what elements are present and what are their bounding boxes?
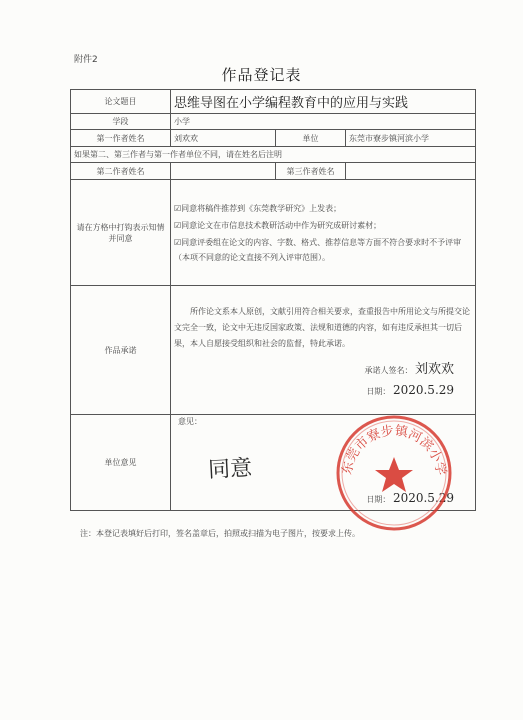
row-note [71, 147, 476, 163]
footnote: 注：本登记表填好后打印，签名盖章后，拍照或扫描为电子图片，按要求上传。 [80, 529, 360, 538]
second-author-label: 第二作者姓名 [71, 163, 171, 180]
signer-signature: 刘欢欢 [415, 361, 455, 377]
signer-label: 承诺人签名： [364, 365, 413, 375]
note-text: 如果第二、第三作者与第一作者单位不同，请在姓名后注明 [71, 147, 476, 163]
signer-line [174, 358, 472, 377]
commitment-text: 所作论文系本人原创，文献引用符合相关要求，查重报告中所用论文与所提交论文完全一致，论文中无违反国家政策、法规和道德的内容，如有违反承担其一切后果，本人自愿接受组织和社会的监督，特此承诺。 [174, 306, 470, 348]
row-consent [71, 180, 476, 286]
commitment-date-label: 日期： [366, 386, 391, 396]
unit-date-label: 日期： [366, 495, 391, 504]
section-label: 学段 [71, 114, 171, 130]
row-paper-title [71, 90, 476, 114]
opinion-label: 意见： [178, 417, 202, 426]
unit-opinion-label: 单位意见 [71, 415, 171, 511]
first-author-value: 刘欢欢 [171, 130, 276, 147]
consent-item: ☑同意将稿件推荐到《东莞教学研究》上发表； [174, 203, 342, 213]
unit-label: 单位 [276, 130, 346, 147]
paper-title-label: 论文题目 [71, 90, 171, 114]
commitment-date-value: 2020.5.29 [392, 382, 455, 397]
consent-item: ☑同意评委组在论文的内容、字数、格式、推荐信息等方面不符合要求时不予评审（本项不同意的论文直接不列入评审范围）。 [174, 237, 462, 262]
commitment-date-line [174, 383, 472, 397]
annex-label: 附件2 [74, 55, 98, 65]
third-author-value [346, 163, 476, 180]
second-author-value [171, 163, 276, 180]
opinion-handwriting: 同意 [207, 455, 253, 484]
section-value: 小学 [171, 114, 476, 130]
first-author-label: 第一作者姓名 [71, 130, 171, 147]
row-other-authors [71, 163, 476, 180]
consent-label: 请在方格中打钩表示知情并同意 [71, 180, 171, 286]
third-author-label: 第三作者姓名 [276, 163, 346, 180]
row-section [71, 114, 476, 130]
unit-value: 东莞市寮步镇河滨小学 [346, 130, 476, 147]
page-title: 作品登记表 [221, 66, 302, 84]
unit-date-value: 2020.5.29 [392, 491, 455, 505]
row-commitment [71, 286, 476, 415]
official-seal [333, 412, 455, 534]
commitment-cell [171, 286, 476, 415]
seal-text: 东莞市寮步镇河滨小学 [339, 423, 449, 477]
commitment-label: 作品承诺 [71, 286, 171, 415]
consent-item: ☑同意论文在市信息技术教研活动中作为研究成研讨素材； [174, 220, 382, 230]
seal-star-icon [375, 457, 413, 492]
row-first-author [71, 130, 476, 147]
consent-list [171, 180, 476, 286]
paper-title-value: 思维导图在小学编程教育中的应用与实践 [171, 90, 476, 114]
